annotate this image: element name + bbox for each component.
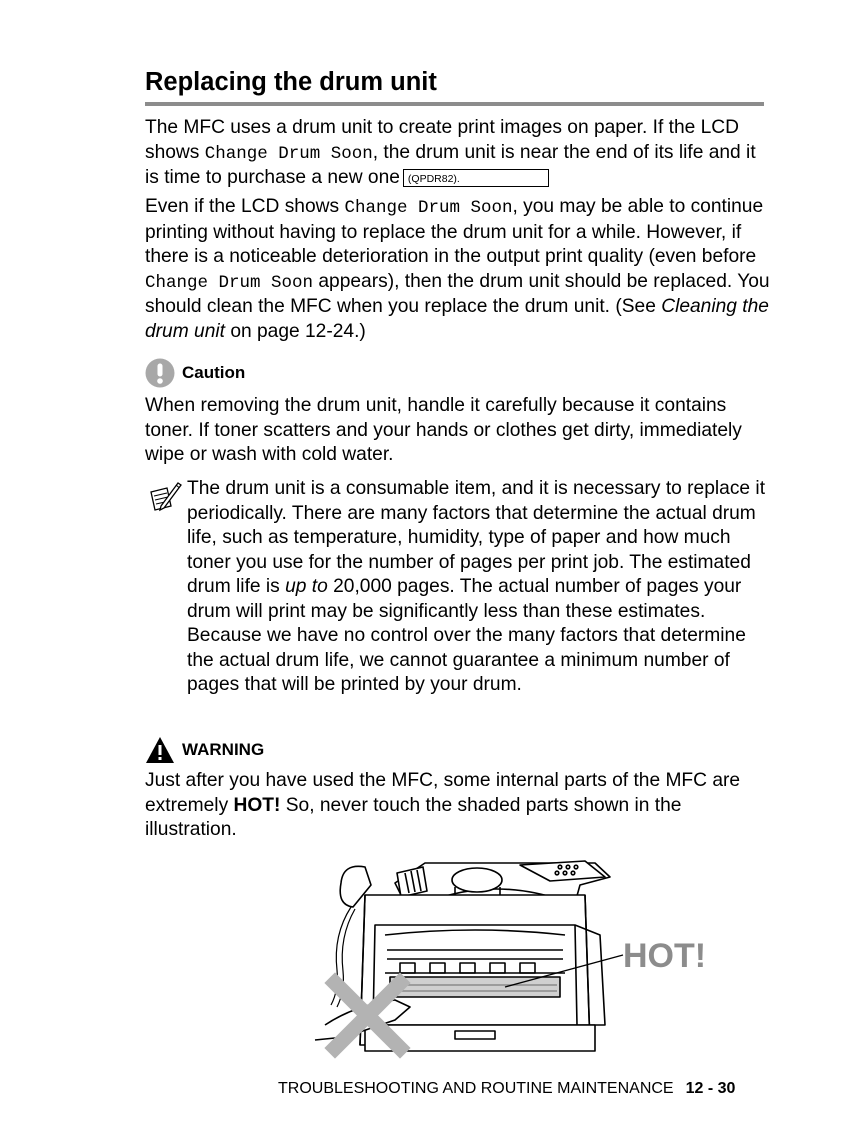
warning-text (145, 769, 770, 843)
note-pencil-icon (147, 480, 183, 514)
warning-text-2: So, never touch the shaded parts shown in the illustration. (145, 794, 682, 840)
note-emphasis: up to (285, 576, 328, 597)
drum-replacement-paragraph (145, 195, 770, 344)
footer-section-title: TROUBLESHOOTING AND ROUTINE MAINTENANCE (278, 1080, 674, 1097)
lcd-message: Change Drum Soon (145, 272, 314, 293)
caution-icon (145, 358, 175, 388)
page-footer (278, 1080, 735, 1098)
para2-text-1: Even if the LCD shows (145, 196, 345, 217)
warning-text-1: Just after you have used the MFC, some internal parts of the MFC are extremely (145, 770, 741, 816)
para2-text-3: appears), then the drum unit should be replaced. You should clean the MFC when you replace the drum unit. (See (145, 270, 770, 317)
hot-emphasis: HOT! (233, 794, 281, 816)
page-number: 12 - 30 (685, 1080, 736, 1097)
part-code-box: (QPDR82). (403, 169, 549, 187)
intro-paragraph (145, 116, 770, 191)
intro-text-2: , the drum unit is near the end of its life and it is time to purchase a new one (145, 141, 756, 188)
note-text-2: 20,000 pages. The actual number of pages your drum will print may be significantly less than these estimates. Because we have no control over the many factors that determine the actual drum life, we cannot guarantee a minimum number of pages that will be printed by your drum. (187, 576, 746, 695)
title-underline (145, 102, 764, 106)
intro-text-1: The MFC uses a drum unit to create print images on paper. If the LCD shows (145, 117, 740, 163)
warning-label: WARNING (182, 740, 265, 759)
warning-triangle-icon (145, 736, 175, 764)
note-text (187, 477, 767, 698)
hot-callout-label: HOT! (623, 937, 707, 975)
note-text-1: The drum unit is a consumable item, and it is necessary to replace it periodically. There are many factors that determine the actual drum life, such as temperature, humidity, type of paper and how much toner you use for the number of pages per print job. The estimated drum life is (187, 478, 766, 597)
page-title: Replacing the drum unit (145, 68, 437, 96)
para2-text-2: , you may be able to continue printing without having to replace the drum unit for a while. However, if there is a noticeable deterioration in the output print quality (even before (145, 196, 764, 267)
para2-text-4: on page 12-24.) (224, 320, 366, 342)
cross-reference-title: Cleaning the drum unit (145, 296, 769, 342)
caution-label: Caution (182, 363, 246, 382)
mfc-hot-parts-illustration (305, 855, 725, 1060)
caution-text: When removing the drum unit, handle it carefully because it contains toner. If toner scatters and your hands or clothes get dirty, immediately wipe or wash with cold water. (145, 395, 742, 465)
lcd-message: Change Drum Soon (204, 143, 373, 164)
lcd-message: Change Drum Soon (344, 198, 513, 218)
